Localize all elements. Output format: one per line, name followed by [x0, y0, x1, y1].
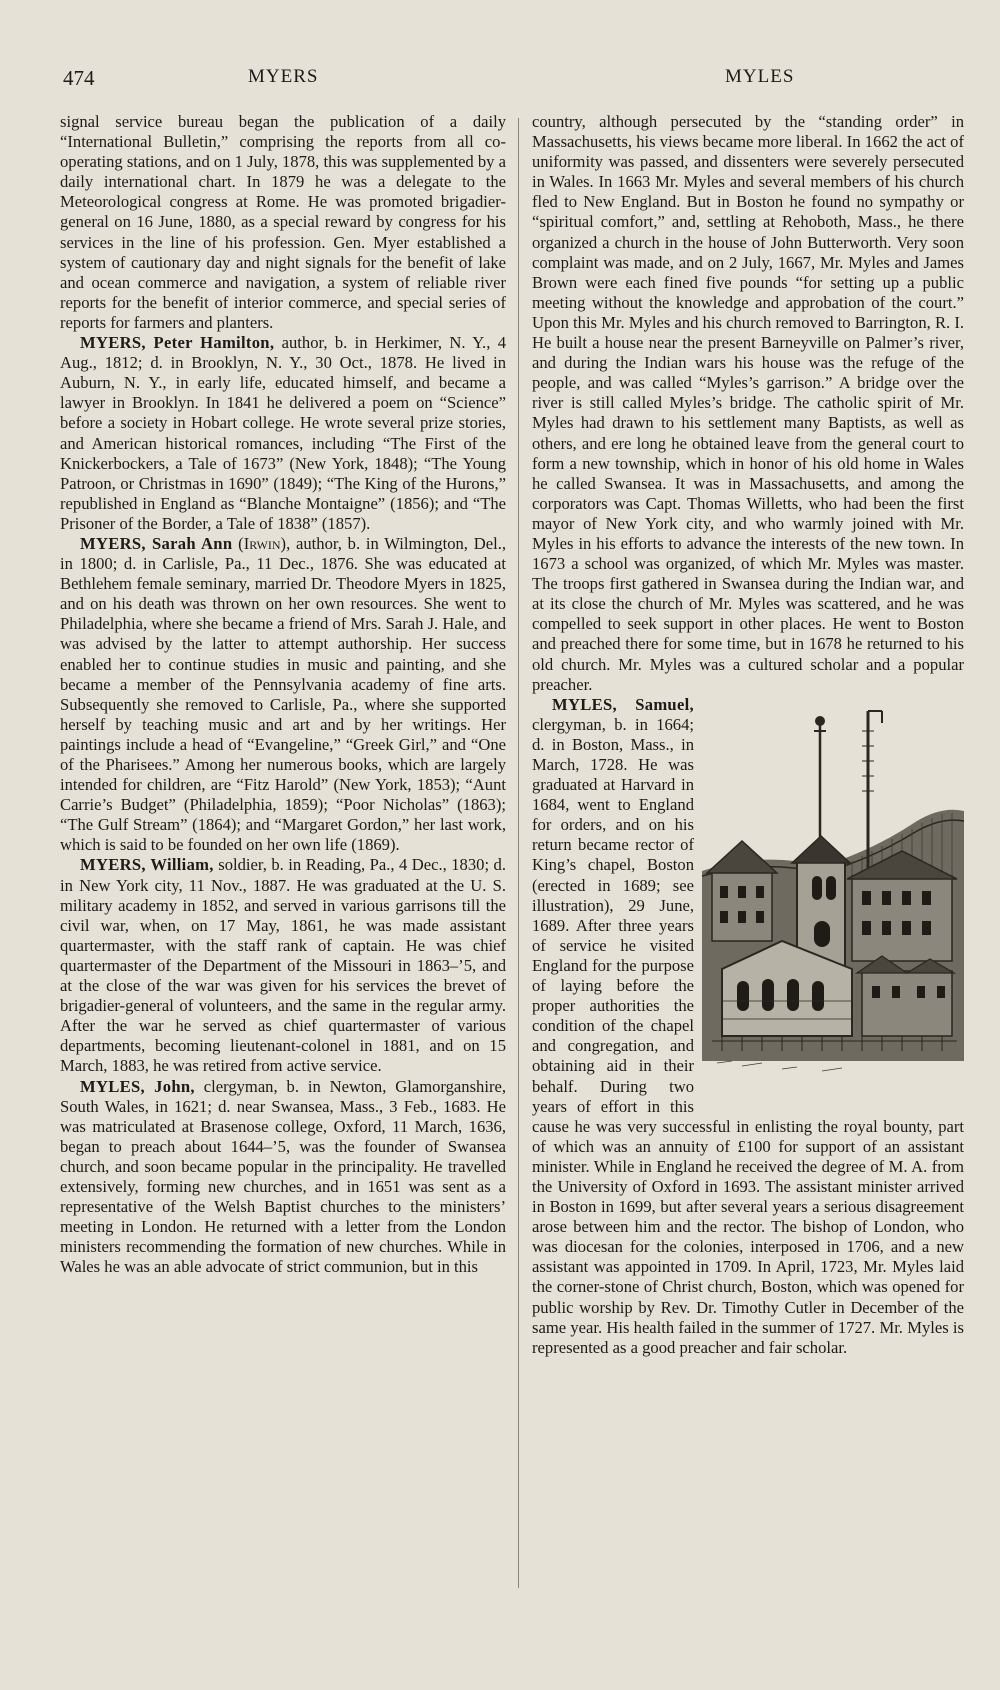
entry-headword: MYERS, Sarah Ann [80, 533, 233, 553]
continuation-paragraph: country, although persecuted by the “standing order” in Massachusetts, his views became more liberal. In 1662 the act of uniformity was passed, and dissenters were severely persecuted in Wales. In 1663 Mr. Myles and several members of his church fled to New England. But in Boston he found no sympathy or “spiritual comfort,” and, settling at Rehoboth, Mass., he there organized a church in the house of John Butterworth. Very soon complaint was made, and on 2 July, 1667, Mr. Myles and James Brown were each fined five pounds “for setting up a public meeting without the knowledge and approbation of the court.” Upon this Mr. Myles and his church removed to Barrington, R. I. He built a house near the present Barneyville on Palmer’s river, and during the Indian wars his house was the refuge of the people, and was called “Myles’s garrison.” A bridge over the river is still called Myles’s bridge. The catholic spirit of Mr. Myles had drawn to his settlement many Baptists, as well as others, and ere long he obtained leave from the general court to form a new township, which in honor of his old home in Wales he called Swansea. It was in Massachusetts, and among the corporators was Capt. Thomas Willetts, who had been the first mayor of New York city, and who warmly joined with Mr. Myles in his efforts to advance the interests of the new town. In 1673 a school was organized, of which Mr. Myles was master. The troops first gathered in Swansea during the Indian war, and at its close the church of Mr. Myles was scattered, and he was compelled to seek support in other places. He went to Boston and preached there for some time, but in 1678 he returned to his old church. Mr. Myles was a cultured scholar and a popular preacher. [532, 112, 964, 694]
kings-chapel-illustration [702, 701, 964, 1103]
maiden-name: Irwin [243, 533, 281, 553]
entry-headword: MYERS, Peter Hamilton, [80, 333, 275, 353]
illustration-float [702, 701, 964, 1103]
entry-headword: MYERS, William, [80, 855, 214, 875]
entry-text: soldier, b. in Reading, Pa., 4 Dec., 1830; d. in New York city, 11 Nov., 1887. He was graduated at the U. S. military academy in 1852, and served in various garrisons till the civil war, when, on 17 May, 1861, he was made assistant quartermaster, with the staff rank of captain. He was chief quartermaster of the Department of the Missouri in 1863–’5, and at the close of the war was given for his services the brevet of brigadier-general of volunteers, and the same in the regular army. After the war he served as chief quartermaster of various departments, becoming lieutenant-colonel in 1881, and on 15 March, 1883, he was retired from active service. [60, 855, 506, 1076]
entry-peter-hamilton-myers [60, 333, 506, 534]
right-column [532, 112, 964, 1358]
entry-text: clergyman, b. in Newton, Glamorganshire, South Wales, in 1621; d. near Swansea, Mass., 3 Feb., 1683. He was matriculated at Brasenose college, Oxford, 11 March, 1636, began to preach about 1644–’5, was the founder of Swansea church, and soon became popular in the principality. He travelled extensively, forming new churches, and in 1651 was sent as a representative of the Welsh Baptist churches to the ministers’ meeting in London. He returned with a letter from the London ministers recommending the formation of new churches. While in Wales he was an able advocate of strict communion, but in this [60, 1076, 506, 1277]
entry-headword: MYLES, Samuel, [552, 694, 694, 714]
page-number: 474 [63, 66, 95, 90]
left-column [60, 112, 506, 1277]
entry-sarah-ann-myers: MYERS, Sarah Ann (Irwin), author, b. in Wilmington, Del., in 1800; d. in Carlisle, Pa., 11 Dec., 1876. She was educated at Bethlehem female seminary, married Dr. Theodore Myers in 1825, and on his death was thrown on her own resources. She went to Philadelphia, where she became a friend of Mrs. Sarah J. Hale, and was advised by the latter to attempt authorship. Her success enabled her to continue studies in music and painting, and she became a member of the Pennsylvania academy of fine arts. Subsequently she removed to Carlisle, Pa., where she supported herself by teaching music and art and by her writings. Her paintings include a head of “Evangeline,” “Greek Girl,” and “One of the Pharisees.” Among her numerous books, which are largely intended for children, are “Fitz Harold” (New York, 1853); “Aunt Carrie’s Budget” (Philadelphia, 1859); “Poor Nicholas” (1863); “The Gulf Stream” (1864); and “Margaret Gordon,” her last work, which is said to be founded on her own life (1869). [60, 533, 506, 855]
running-head-left: MYERS [248, 66, 319, 87]
continuation-paragraph: signal service bureau began the publication of a daily “International Bulletin,” comprising the reports from all co-operating stations, and on 1 July, 1878, this was supplemented by a daily international chart. In 1879 he was a delegate to the Meteorological congress at Rome. He was promoted brigadier-general on 16 June, 1880, as a special reward by congress for his services in the line of his profession. Gen. Myer established a system of cautionary day and night signals for the benefit of lake and ocean commerce and navigation, a system of reliable river reports for the benefit of interior commerce, and special series of reports for farmers and planters. [60, 112, 506, 332]
entry-text: clergyman, b. in 1664; d. in Boston, Mass., in March, 1728. He was graduated at Harvard in 1684, went to England for orders, and on his return became rector of King’s chapel, Boston (erected in 1689; see illustration), 29 June, 1689. After three years of service he visited England for the purpose of laying before the proper authorities the condition of the chapel and congregation, and obtaining aid in their behalf. During two years of effort in this cause he was very successful in enlisting the royal bounty, part of which was an annuity of £100 for support of an assistant minister. While in England he received the degree of M. A. from the University of Oxford in 1693. The assistant minister arrived in Boston in 1699, but after several years a serious disagreement arose between him and the rector. The bishop of London, who was diocesan for the colonies, interposed in 1706, and a new assistant was appointed in 1709. In April, 1723, Mr. Myles laid the corner-stone of Christ church, Boston, which was opened for public worship by Rev. Dr. Timothy Cutler in December of the same year. His health failed in the summer of 1727. Mr. Myles is represented as a good preacher and fair scholar. [532, 714, 964, 1357]
entry-text: author, b. in Wilmington, Del., in 1800; d. in Carlisle, Pa., 11 Dec., 1876. She was educated at Bethlehem female seminary, married Dr. Theodore Myers in 1825, and on his death was thrown on her own resources. She went to Philadelphia, where she became a friend of Mrs. Sarah J. Hale, and was advised by the latter to attempt authorship. Her success enabled her to continue studies in music and painting, and she became a member of the Pennsylvania academy of fine arts. Subsequently she removed to Carlisle, Pa., where she supported herself by teaching music and art and by her writings. Her paintings include a head of “Evangeline,” “Greek Girl,” and “One of the Pharisees.” Among her numerous books, which are largely intended for children, are “Fitz Harold” (New York, 1853); “Aunt Carrie’s Budget” (Philadelphia, 1859); “Poor Nicholas” (1863); “The Gulf Stream” (1864); and “Margaret Gordon,” her last work, which is said to be founded on her own life (1869). [60, 533, 506, 855]
entry-samuel-myles [532, 695, 964, 1358]
running-head-right: MYLES [725, 66, 795, 87]
column-rule [518, 118, 519, 1588]
entry-john-myles [60, 1077, 506, 1278]
entry-text: author, b. in Herkimer, N. Y., 4 Aug., 1812; d. in Brooklyn, N. Y., 30 Oct., 1878. He lived in Auburn, N. Y., in early life, educated himself, and became a lawyer in Brooklyn. In 1841 he delivered a poem on “Science” before a society in Hobart college. He wrote several prize stories, and American historical romances, including “The First of the Knickerbockers, a Tale of 1673” (New York, 1848); “The Young Patroon, or Christmas in 1690” (1849); “The King of the Hurons,” republished in England as “Blanche Montaigne” (1856); and “The Prisoner of the Border, a Tale of 1838” (1857). [60, 333, 506, 533]
entry-headword: MYLES, John, [80, 1076, 195, 1096]
entry-william-myers [60, 855, 506, 1076]
